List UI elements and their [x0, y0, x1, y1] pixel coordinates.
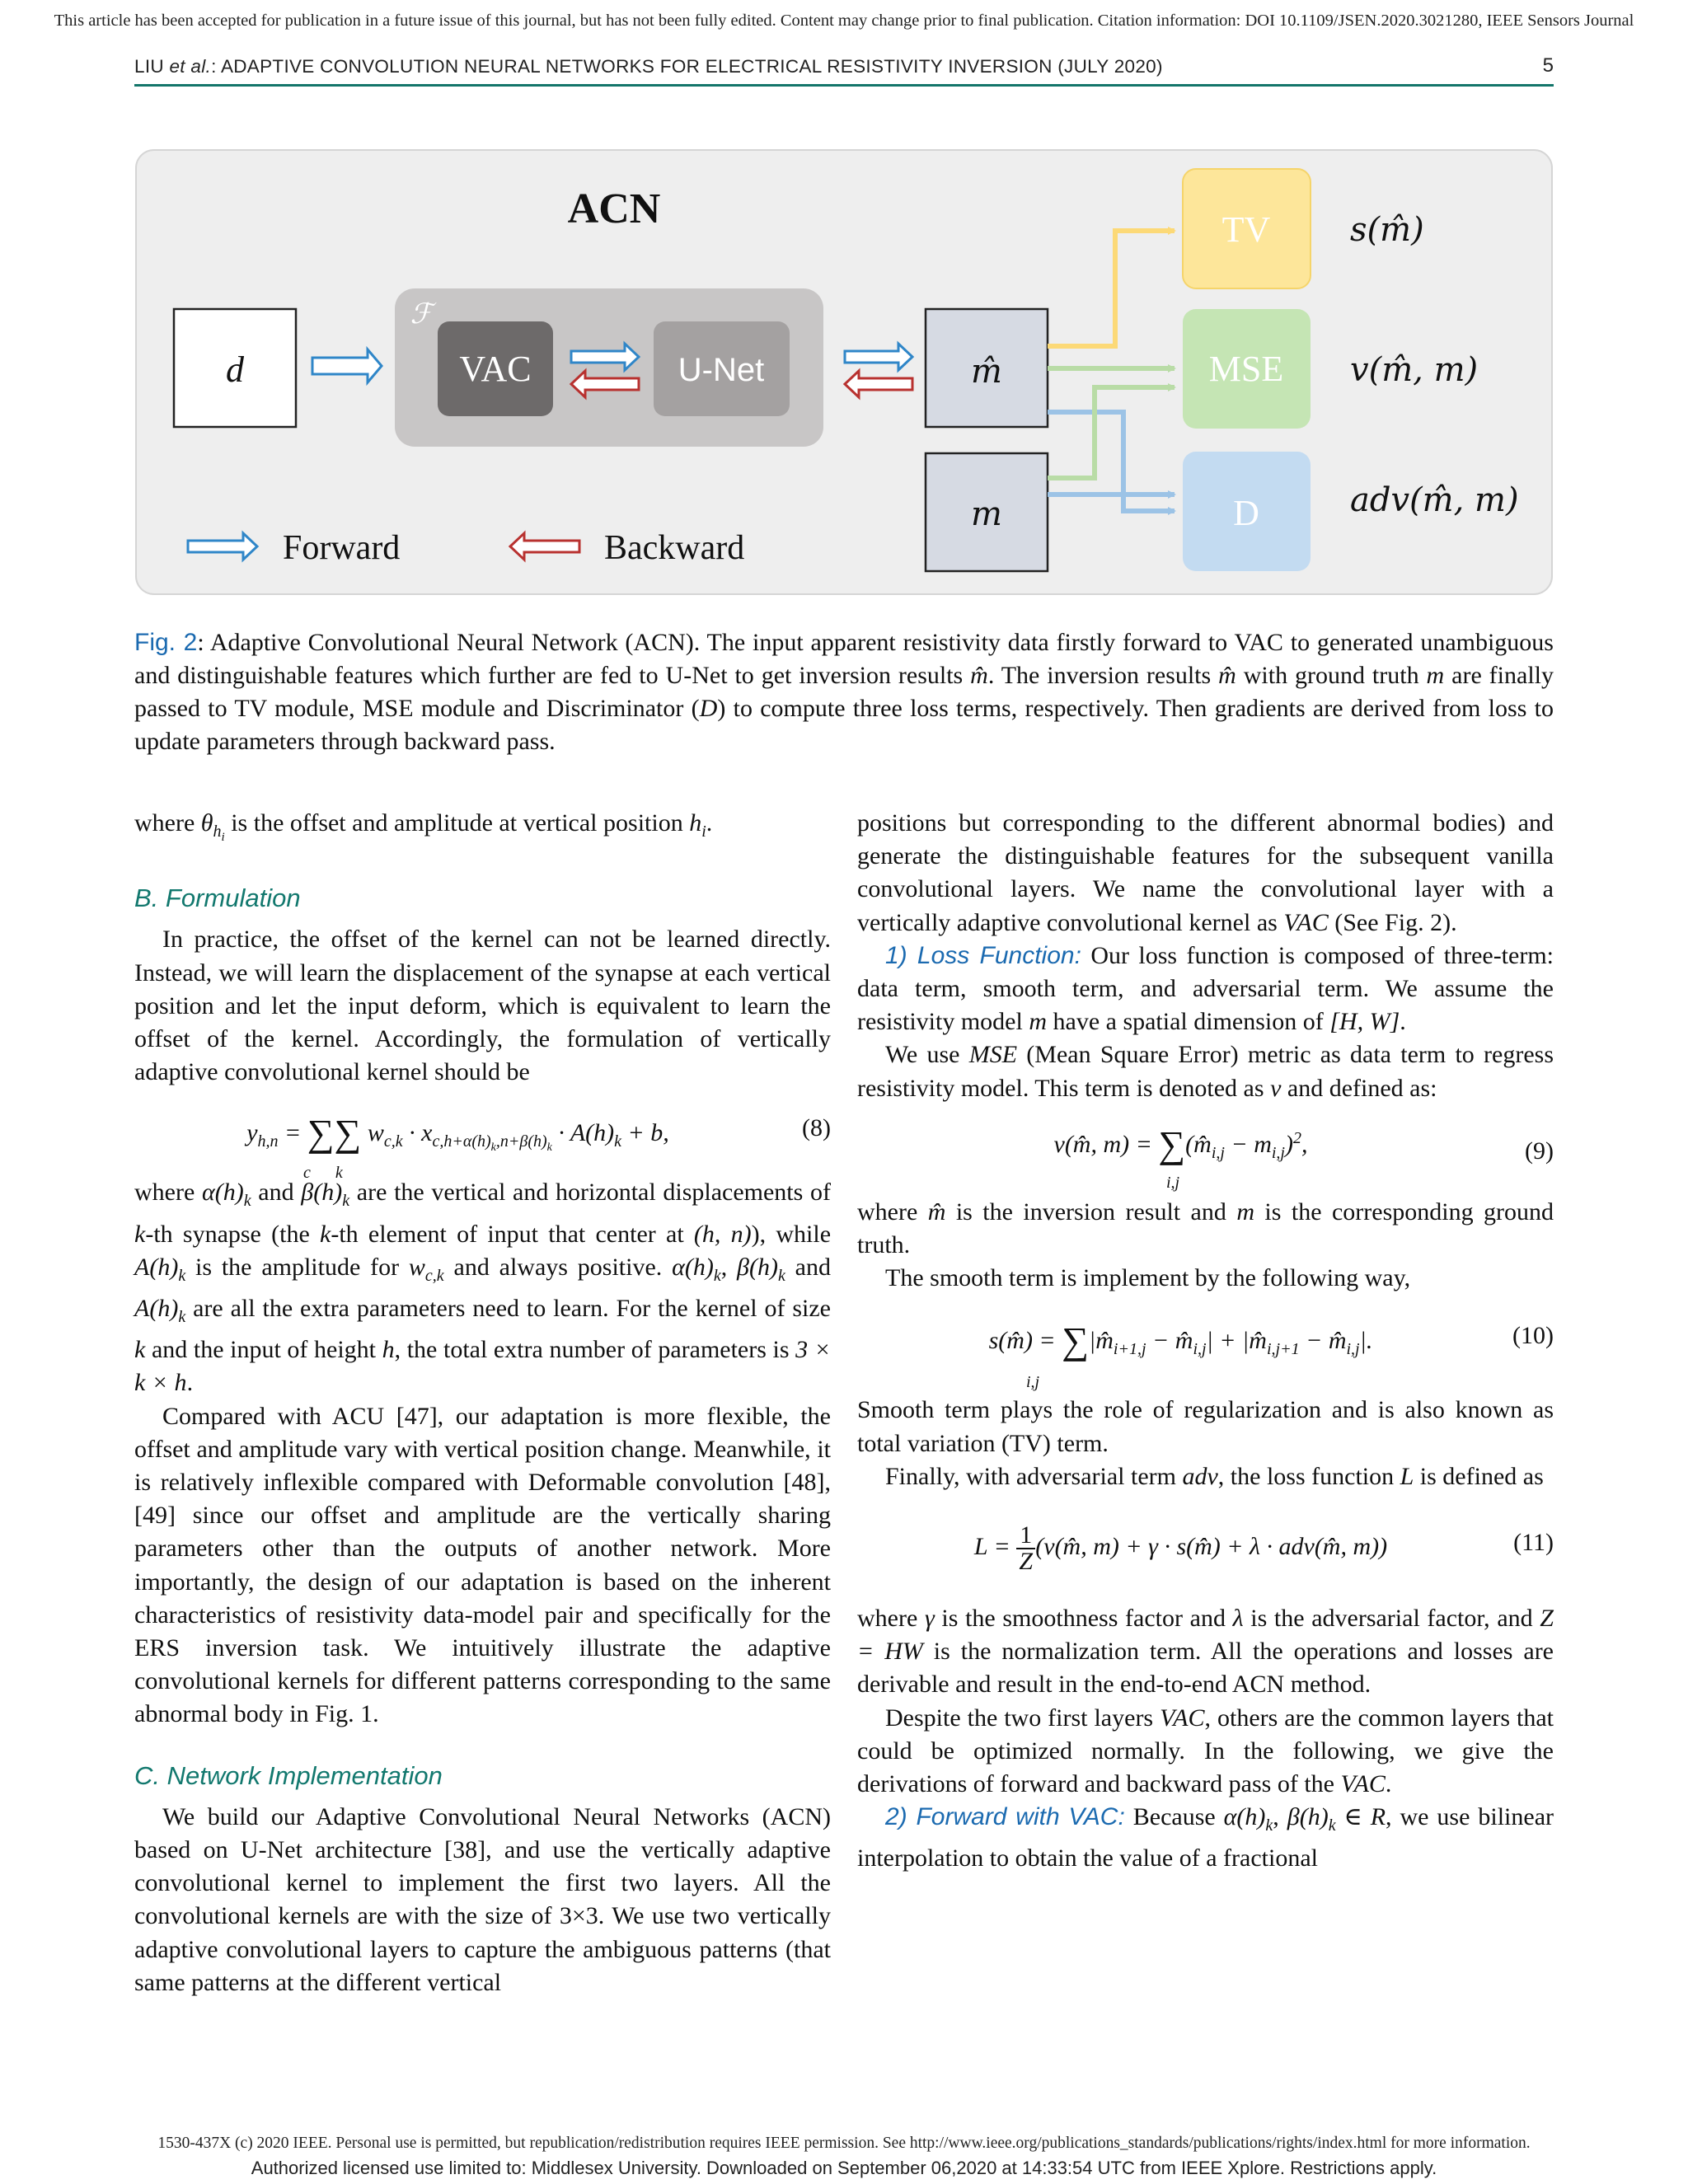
section-c-heading: C. Network Implementation — [134, 1760, 443, 1790]
publication-notice: This article has been accepted for publication in a future issue of this journal, but has not been fully edited. Content may change prior to final publication. Citation information: DOI 10.1109/JSEN.2020.3021280, IEEE Sensors Journal — [54, 12, 1634, 30]
running-head — [134, 56, 1163, 77]
legend-forward: Forward — [283, 529, 401, 567]
right-para-5: The smooth term is implement by the following way, — [885, 1264, 1411, 1292]
right-para-3: We use MSE (Mean Square Error) metric as data term to regress resistivity model. This term is denoted as v and defined as: — [857, 1041, 1554, 1102]
equation-11: L = $\frac{1}{Z}$ (v(m̂, m) + γ · s(m̂) + λ · adv(m̂, m)) (11) — [973, 1521, 1554, 1576]
loss-s: s(m̂) — [1350, 211, 1424, 249]
left-para-2: where $\alpha(h)_k$ and $\beta(h)_k$ are the vertical and horizontal displacements of k-th synapse (the k-th element of input that center at (h, n)), while $A(h)_k$ is the amplitude for $w_{c,k}$ and always positive. $\alpha(h)_k$, $\beta(h)_k$ and $A(h)_k$ are all the extra parameters need to learn. For the kernel of size k and the input of height h, the total extra number of parameters is 3 × k × h. — [134, 1179, 832, 1397]
mhat-label: m̂ — [971, 353, 1002, 391]
left-para-0: where $\theta_{h_i}$ is the offset and amplitude at vertical position $h_i$. — [134, 809, 713, 844]
tv-label: TV — [1221, 209, 1271, 250]
running-head-etal: et al. — [169, 56, 212, 77]
header-rule — [134, 84, 1554, 87]
equation-8: $y_{h,n}$ = ∑∑ $w_{c,k} \cdot x_{c,h+\alpha(h)_k,n+\beta(h)_k} \cdot A(h)_k + b$, c k (8) — [246, 1112, 831, 1183]
right-column — [857, 807, 1554, 1876]
running-head-title: : ADAPTIVE CONVOLUTION NEURAL NETWORKS FOR ELECTRICAL RESISTIVITY INVERSION (JULY 2020) — [211, 56, 1163, 77]
input-d-label: d — [226, 349, 244, 390]
figure-caption: Fig. 2: Adaptive Convolutional Neural Network (ACN). The input apparent resistivity data firstly forward to VAC to generated unambiguous and distinguishable features which further are fed to U-Net to get inversion results m̂. The inversion results m̂ with ground truth m are finally passed to TV module, MSE module and Discriminator (D) to compute three loss terms, respectively. Then gradients are derived from loss to update parameters through backward pass. — [134, 629, 1554, 755]
equation-10: s(m̂) = $\sum|m̂_{i+1,j}$ − $m̂_{i,j}|$ + $|m̂_{i,j+1}$ − $m̂_{i,j}|$. i,j (10) — [988, 1319, 1554, 1392]
right-para-10: 2) Forward with VAC: Because $\alpha(h)_k$, $\beta(h)_k$ ∈ R, we use bilinear interpolation to obtain the value of a fractional — [857, 1803, 1554, 1872]
loss-adv: adv(m̂, m) — [1350, 481, 1519, 519]
disc-label: D — [1233, 493, 1259, 533]
left-para-1: In practice, the offset of the kernel can not be learned directly. Instead, we will learn the displacement of the synapse at each vertical position and let the input deform, which is equivalent to learn the offset of the kernel. Accordingly, the formulation of vertically adaptive convolutional kernel should be — [134, 926, 831, 1086]
m-label: m — [971, 495, 1002, 533]
section-b-heading: B. Formulation — [134, 883, 301, 913]
acn-title: ACN — [567, 185, 661, 232]
right-para-4: where m̂ is the inversion result and m is the corresponding ground truth. — [857, 1197, 1554, 1259]
loss-v: v(m̂, m) — [1350, 351, 1479, 389]
vac-label: VAC — [459, 349, 532, 389]
mse-label: MSE — [1208, 349, 1284, 389]
page-number: 5 — [1542, 54, 1554, 77]
equation-9: v(m̂, $m) = \sum(m̂_{i,j} - m_{i,j})^2$, i,j (9) — [1053, 1122, 1554, 1192]
left-para-3: Compared with ACU [47], our adaptation is more flexible, the offset and amplitude vary with vertical position change. Meanwhile, it is relatively inflexible compared with Deformable convolution [48], [49] since our offset and amplitude are the vertically sharing parameters other than the outputs of another network. More importantly, the design of our adaptation is based on the inherent characteristics of resistivity data-model pair and specifically for the ERS inversion task. We intuitively illustrate the adaptive convolutional kernels for different patterns corresponding to the same abnormal body in Fig. 1. — [134, 1402, 831, 1728]
right-para-2: 1) Loss Function: Our loss function is composed of three-term: data term, smooth term, and adversarial term. We assume the resistivity model m have a spatial dimension of [H, W]. — [857, 941, 1554, 1036]
right-para-9: Despite the two first layers VAC, others are the common layers that could be optimized normally. In the following, we give the derivations of forward and backward pass of the VAC. — [857, 1704, 1554, 1798]
subsection-forward-vac: 2) Forward with VAC: — [885, 1803, 1125, 1831]
left-column — [134, 807, 831, 1999]
running-head-authors: LIU — [134, 56, 164, 77]
legend-backward: Backward — [604, 529, 745, 567]
right-para-1: positions but corresponding to the different abnormal bodies) and generate the distinguishable features for the subsequent vanilla convolutional layers. We name the convolutional layer with a vertically adaptive convolutional kernel as VAC (See Fig. 2). — [857, 809, 1554, 936]
caption-label[interactable]: Fig. 2 — [134, 629, 198, 656]
figure-acn — [134, 148, 1554, 596]
license-footer: Authorized licensed use limited to: Middlesex University. Downloaded on September 06,2020 at 14:33:54 UTC from IEEE Xplore. Restrictions apply. — [251, 2158, 1437, 2178]
f-label: ℱ — [410, 298, 433, 330]
right-para-8: where γ is the smoothness factor and λ is the adversarial factor, and Z = HW is the normalization term. All the operations and losses are derivable and result in the end-to-end ACN method. — [857, 1605, 1554, 1699]
copyright-footer: 1530-437X (c) 2020 IEEE. Personal use is permitted, but republication/redistribution requires IEEE permission. See http://www.ieee.org/publications_standards/publications/rights/index.html for more information. — [157, 2135, 1531, 2152]
right-para-6: Smooth term plays the role of regularization and is also known as total variation (TV) term. — [857, 1396, 1554, 1457]
right-para-7: Finally, with adversarial term adv, the loss function L is defined as — [885, 1462, 1544, 1490]
left-para-4: We build our Adaptive Convolutional Neural Networks (ACN) based on U-Net architecture [38], and use the vertically adaptive convolutional kernel to implement the first two layers. All the convolutional kernels are with the size of 3×3. We use two vertically adaptive convolutional layers to capture the ambiguous patterns (that same patterns at the different vertical — [134, 1802, 831, 1996]
subsection-loss-function: 1) Loss Function: — [885, 941, 1081, 969]
unet-label: U-Net — [678, 352, 765, 388]
